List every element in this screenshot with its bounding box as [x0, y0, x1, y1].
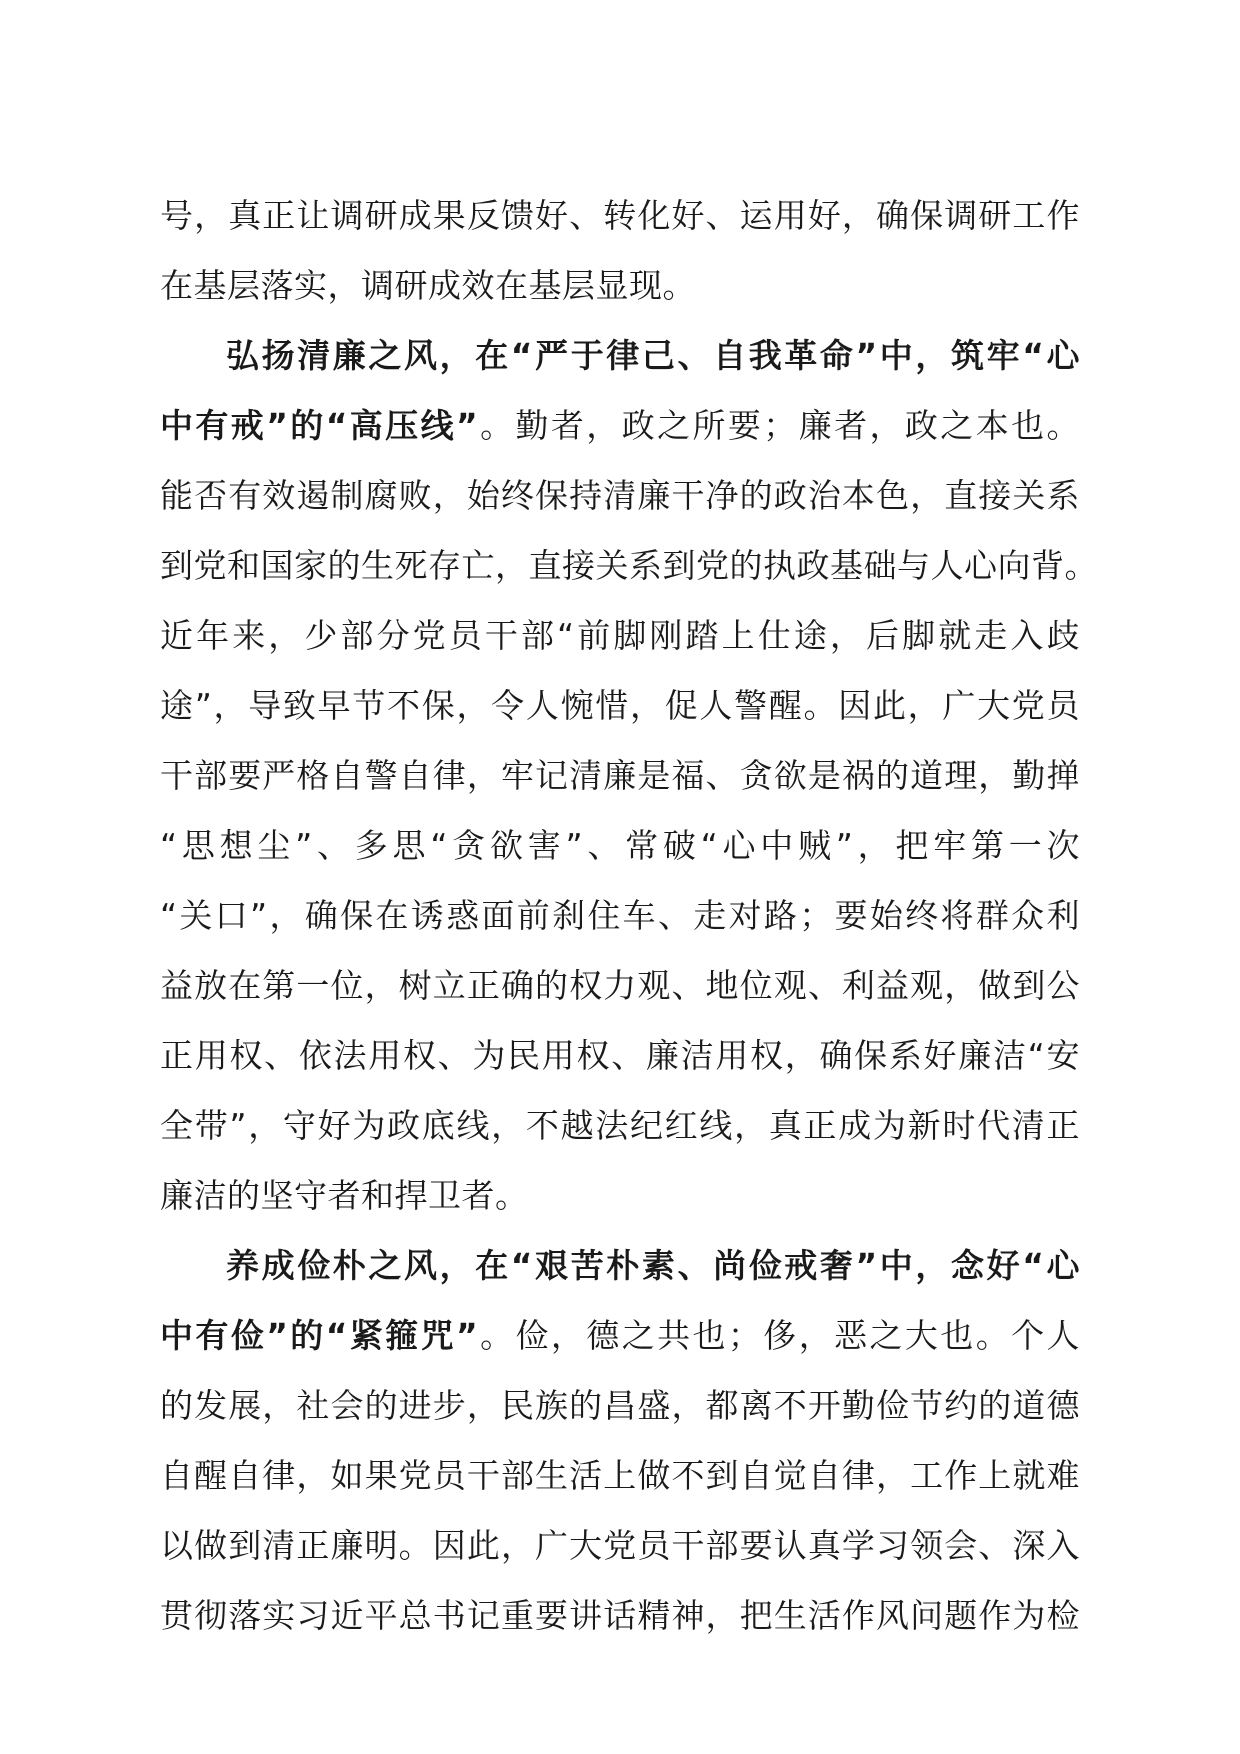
- text-line-21: 贯彻落实习近平总书记重要讲话精神，把生活作风问题作为检: [160, 1596, 1080, 1635]
- text-after-heading-frugality: 。俭，德之共也；侈，恶之大也。个人: [478, 1316, 1081, 1355]
- text-line-4: [160, 406, 1080, 446]
- text-line-13: 正用权、依法用权、为民用权、廉洁用权，确保系好廉洁“安: [160, 1036, 1080, 1075]
- text-line-5: 能否有效遏制腐败，始终保持清廉干净的政治本色，直接关系: [160, 476, 1080, 515]
- text-line-18: 的发展，社会的进步，民族的昌盛，都离不开勤俭节约的道德: [160, 1386, 1080, 1425]
- heading-continuation-integrity: 中有戒”的“高压线”: [160, 406, 479, 445]
- text-line-14: 全带”，守好为政底线，不越法纪红线，真正成为新时代清正: [160, 1106, 1080, 1145]
- text-line-17: [160, 1316, 1080, 1356]
- paragraph-heading-integrity: 弘扬清廉之风，在“严于律己、自我革命”中，筑牢“心: [226, 336, 1080, 375]
- text-line-6: 到党和国家的生死存亡，直接关系到党的执政基础与人心向背。: [160, 546, 1098, 585]
- text-line-2: 在基层落实，调研成效在基层显现。: [160, 266, 696, 305]
- text-line-8: 途”，导致早节不保，令人惋惜，促人警醒。因此，广大党员: [160, 686, 1080, 725]
- text-line-1: 号，真正让调研成果反馈好、转化好、运用好，确保调研工作: [160, 196, 1080, 235]
- text-line-19: 自醒自律，如果党员干部生活上做不到自觉自律，工作上就难: [160, 1456, 1080, 1495]
- text-line-7: 近年来，少部分党员干部“前脚刚踏上仕途，后脚就走入歧: [160, 616, 1080, 655]
- text-line-11: “关口”，确保在诱惑面前刹住车、走对路；要始终将群众利: [160, 896, 1080, 935]
- text-line-10: “思想尘”、多思“贪欲害”、常破“心中贼”，把牢第一次: [160, 826, 1080, 865]
- text-after-heading-integrity: 。勤者，政之所要；廉者，政之本也。: [478, 406, 1081, 445]
- text-line-12: 益放在第一位，树立正确的权力观、地位观、利益观，做到公: [160, 966, 1080, 1005]
- text-line-9: 干部要严格自警自律，牢记清廉是福、贪欲是祸的道理，勤掸: [160, 756, 1080, 795]
- paragraph-heading-frugality: 养成俭朴之风，在“艰苦朴素、尚俭戒奢”中，念好“心: [226, 1246, 1080, 1285]
- text-line-20: 以做到清正廉明。因此，广大党员干部要认真学习领会、深入: [160, 1526, 1080, 1565]
- heading-continuation-frugality: 中有俭”的“紧箍咒”: [160, 1316, 479, 1355]
- text-line-15: 廉洁的坚守者和捍卫者。: [160, 1176, 529, 1215]
